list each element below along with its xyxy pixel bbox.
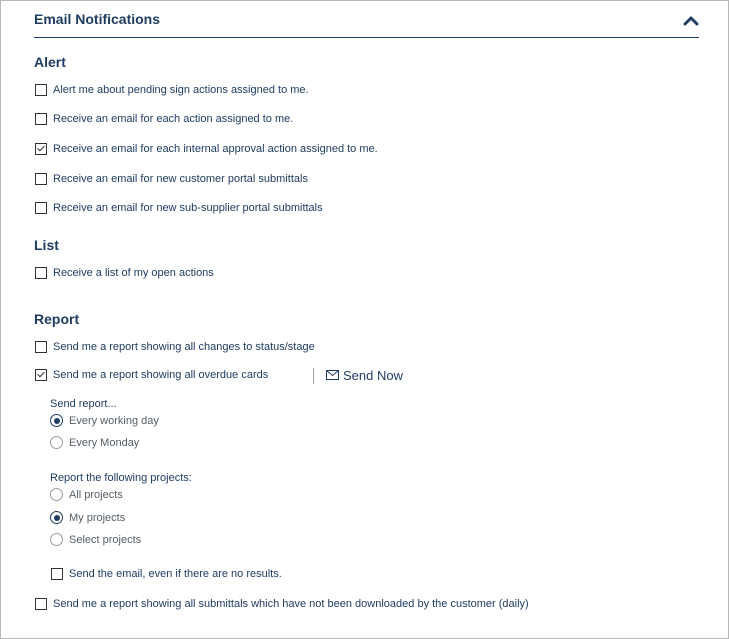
alert-pending-sign-label: Alert me about pending sign actions assigned to me. (53, 84, 309, 96)
report-not-downloaded-option[interactable] (35, 598, 529, 610)
alert-internal-approval-checkbox[interactable] (35, 143, 47, 155)
header-divider (34, 37, 699, 38)
send-now-button[interactable] (326, 368, 403, 383)
list-section-title: List (34, 237, 59, 253)
alert-each-action-checkbox[interactable] (35, 113, 47, 125)
projects-my-label: My projects (69, 511, 126, 524)
projects-select-radio[interactable] (50, 533, 63, 546)
alert-customer-portal-option[interactable] (35, 173, 308, 185)
list-open-actions-option[interactable] (35, 267, 214, 279)
alert-customer-portal-label: Receive an email for new customer portal submittals (53, 173, 308, 185)
report-status-changes-checkbox[interactable] (35, 341, 47, 353)
projects-all-radio[interactable] (50, 488, 63, 501)
frequency-every-working-day-radio[interactable] (50, 414, 63, 427)
alert-sub-supplier-label: Receive an email for new sub-supplier portal submittals (53, 202, 323, 214)
report-status-changes-option[interactable] (35, 341, 315, 353)
alert-pending-sign-checkbox[interactable] (35, 84, 47, 96)
alert-internal-approval-option[interactable] (35, 143, 378, 155)
alert-each-action-option[interactable] (35, 113, 293, 125)
projects-all-label: All projects (69, 488, 123, 501)
alert-customer-portal-checkbox[interactable] (35, 173, 47, 185)
projects-my-radio[interactable] (50, 511, 63, 524)
report-not-downloaded-label: Send me a report showing all submittals which have not been downloaded by the customer (daily) (53, 598, 529, 610)
frequency-every-monday-option[interactable] (50, 436, 139, 449)
alert-section-title: Alert (34, 54, 66, 70)
report-overdue-checkbox[interactable] (35, 369, 47, 381)
alert-sub-supplier-option[interactable] (35, 202, 323, 214)
frequency-every-working-day-option[interactable] (50, 414, 159, 427)
report-overdue-label: Send me a report showing all overdue cards (53, 369, 269, 381)
send-now-label: Send Now (343, 368, 403, 383)
list-open-actions-checkbox[interactable] (35, 267, 47, 279)
send-now-separator (313, 368, 314, 384)
projects-my-option[interactable] (50, 511, 125, 524)
report-not-downloaded-checkbox[interactable] (35, 598, 47, 610)
chevron-up-icon[interactable] (683, 13, 699, 27)
projects-select-option[interactable] (50, 533, 141, 546)
envelope-icon (326, 368, 343, 383)
alert-pending-sign-option[interactable] (35, 84, 309, 96)
panel-title: Email Notifications (34, 11, 161, 27)
report-projects-label: Report the following projects: (50, 472, 192, 484)
alert-each-action-label: Receive an email for each action assigned to me. (53, 113, 294, 125)
report-section-title: Report (34, 311, 80, 327)
alert-internal-approval-label: Receive an email for each internal approval action assigned to me. (53, 143, 378, 155)
send-no-results-checkbox[interactable] (51, 568, 63, 580)
frequency-every-working-day-label: Every working day (69, 414, 159, 427)
report-overdue-option[interactable] (35, 369, 268, 381)
report-status-changes-label: Send me a report showing all changes to status/stage (53, 341, 315, 353)
projects-all-option[interactable] (50, 488, 123, 501)
frequency-every-monday-label: Every Monday (69, 436, 140, 449)
frequency-every-monday-radio[interactable] (50, 436, 63, 449)
send-no-results-label: Send the email, even if there are no results. (69, 568, 282, 580)
projects-select-label: Select projects (69, 533, 142, 546)
list-open-actions-label: Receive a list of my open actions (53, 267, 214, 279)
alert-sub-supplier-checkbox[interactable] (35, 202, 47, 214)
send-report-frequency-label: Send report... (50, 398, 117, 410)
send-no-results-option[interactable] (51, 568, 282, 580)
